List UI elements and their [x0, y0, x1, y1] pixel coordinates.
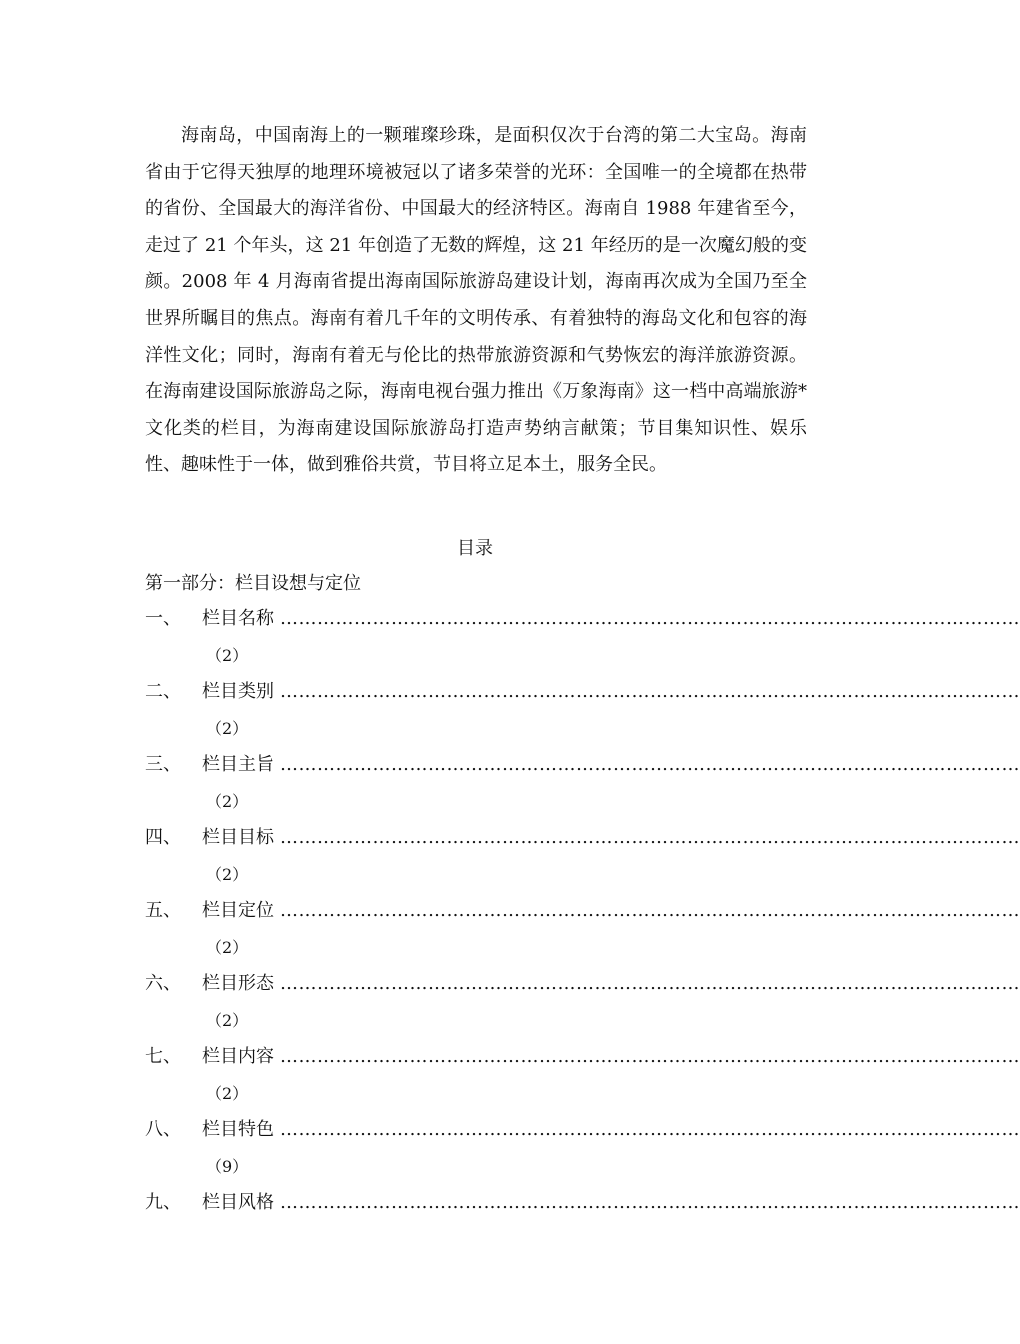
toc-entry-label: 栏目内容	[202, 1046, 274, 1067]
toc-entry-number: 六、	[145, 973, 181, 994]
toc-entry-number: 一、	[145, 608, 181, 629]
toc-entry-page: （2）	[206, 865, 249, 884]
toc-entry	[145, 1187, 1020, 1219]
toc-entry-number: 二、	[145, 681, 181, 702]
toc-leader-dots: …………………………………………………………………………………………………………	[280, 1192, 1020, 1213]
toc-leader-dots: …………………………………………………………………………………………………………	[280, 900, 1020, 921]
toc-entry-label: 栏目风格	[202, 1192, 274, 1213]
toc-entry-label: 栏目形态	[202, 973, 274, 994]
toc-entry	[145, 603, 1020, 635]
toc-leader-dots: …………………………………………………………………………………………………………	[280, 1046, 1020, 1067]
toc-entry	[145, 822, 1020, 854]
toc-entry-number: 八、	[145, 1119, 181, 1140]
toc-entry-number: 九、	[145, 1192, 181, 1213]
toc-leader-dots: …………………………………………………………………………………………………………	[280, 681, 1020, 702]
toc-entry	[145, 968, 1020, 1000]
toc-entry-page: （2）	[206, 646, 249, 665]
toc-entry	[145, 749, 1020, 781]
toc-leader-dots: …………………………………………………………………………………………………………	[280, 1119, 1020, 1140]
toc-entry-page: （9）	[206, 1157, 249, 1176]
toc-entry-label: 栏目类别	[202, 681, 274, 702]
toc-entry-label: 栏目定位	[202, 900, 274, 921]
toc-entry	[145, 1114, 1020, 1146]
toc-entry	[145, 676, 1020, 708]
toc-entry-page: （2）	[206, 938, 249, 957]
toc-entry-number: 七、	[145, 1046, 181, 1067]
toc-entry-page: （2）	[206, 719, 249, 738]
intro-paragraph: 海南岛，中国南海上的一颗璀璨珍珠，是面积仅次于台湾的第二大宝岛。海南省由于它得天独厚的地理环境被冠以了诸多荣誉的光环：全国唯一的全境都在热带的省份、全国最大的海洋省份、中国最大的经济特区。海南自 1988 年建省至今，走过了 21 个年头，这 21 年创造了无数的辉煌，这 21 年经历的是一次魔幻般的变颜。2008 年 4 月海南省提出海南国际旅游岛建设计划，海南再次成为全国乃至全世界所瞩目的焦点。海南有着几千年的文明传承、有着独特的海岛文化和包容的海洋性文化；同时，海南有着无与伦比的热带旅游资源和气势恢宏的海洋旅游资源。在海南建设国际旅游岛之际，海南电视台强力推出《万象海南》这一档中高端旅游*文化类的栏目，为海南建设国际旅游岛打造声势纳言献策；节目集知识性、娱乐性、趣味性于一体，做到雅俗共赏，节目将立足本土，服务全民。	[145, 125, 807, 476]
toc-entry	[145, 895, 1020, 927]
toc-entry-number: 三、	[145, 754, 181, 775]
toc-entry-label: 栏目目标	[202, 827, 274, 848]
toc-part-heading: 第一部分：栏目设想与定位	[145, 573, 361, 594]
toc-entry-label: 栏目特色	[202, 1119, 274, 1140]
toc-entry-page: （2）	[206, 792, 249, 811]
toc-leader-dots: …………………………………………………………………………………………………………	[280, 827, 1020, 848]
toc-leader-dots: …………………………………………………………………………………………………………	[280, 973, 1020, 994]
toc-title: 目录	[457, 538, 493, 559]
toc-leader-dots: …………………………………………………………………………………………………………	[280, 754, 1020, 775]
toc-entry-page: （2）	[206, 1084, 249, 1103]
toc-entry-number: 五、	[145, 900, 181, 921]
toc-entry-page: （2）	[206, 1011, 249, 1030]
toc-entry-label: 栏目名称	[202, 608, 274, 629]
toc-leader-dots: …………………………………………………………………………………………………………	[280, 608, 1020, 629]
toc-entry-number: 四、	[145, 827, 181, 848]
toc-entry-label: 栏目主旨	[202, 754, 274, 775]
toc-entry	[145, 1041, 1020, 1073]
